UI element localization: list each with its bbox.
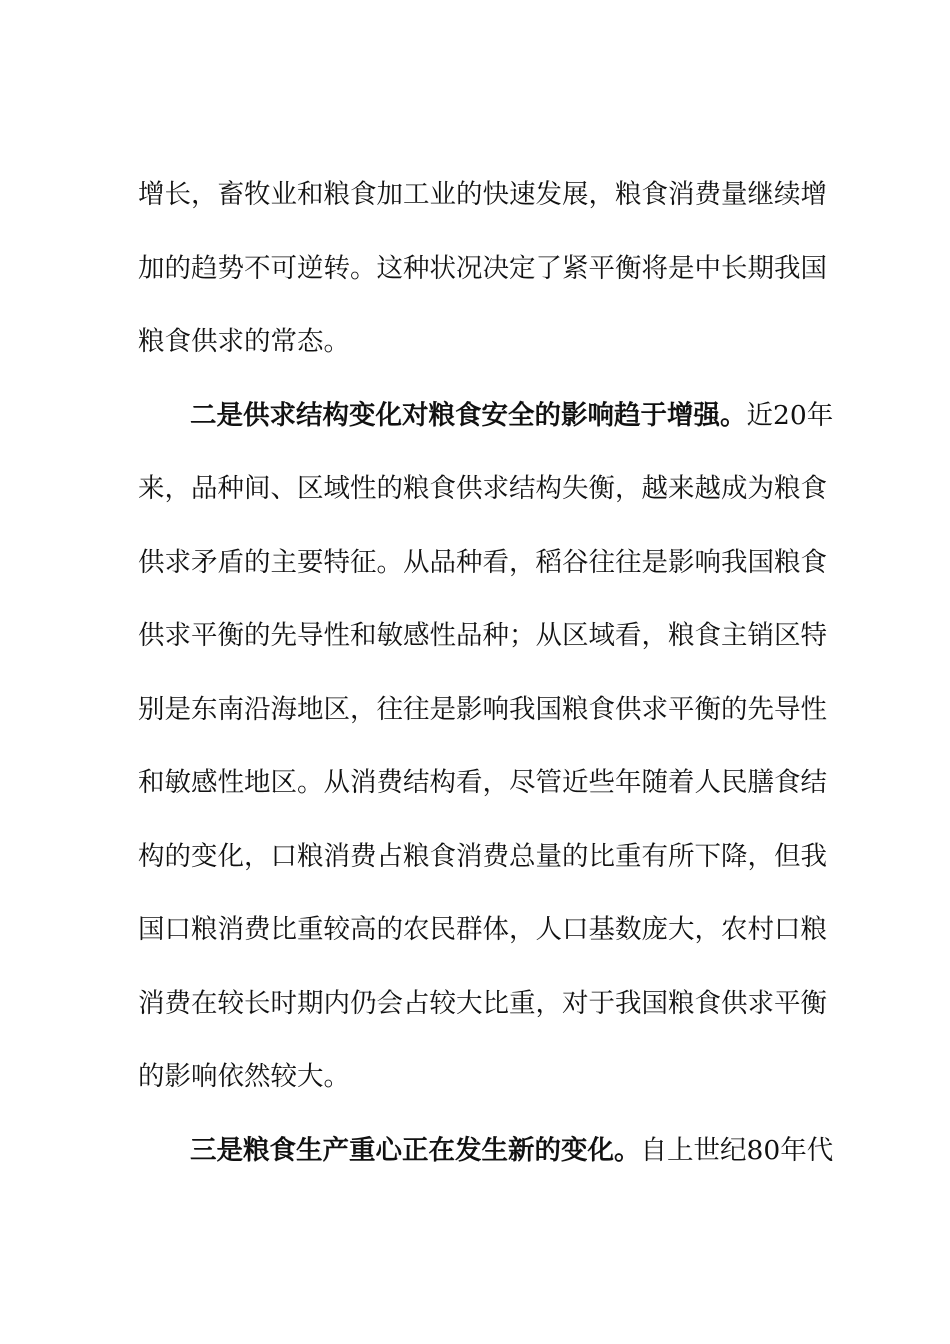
text-line: 供求矛盾的主要特征。从品种看，稻谷往往是影响我国粮食 bbox=[138, 546, 827, 578]
text-line: 别是东南沿海地区，往往是影响我国粮食供求平衡的先导性 bbox=[138, 693, 827, 725]
paragraph-3-heading: 三是粮食生产重心正在发生新的变化。 bbox=[190, 1134, 641, 1166]
text-line: 消费在较长时期内仍会占较大比重，对于我国粮食供求平衡 bbox=[138, 987, 827, 1019]
paragraph-2 bbox=[138, 379, 834, 1114]
paragraph-3 bbox=[138, 1114, 834, 1188]
text-line: 来，品种间、区域性的粮食供求结构失衡，越来越成为粮食 bbox=[138, 473, 827, 504]
text-line: 构的变化，口粮消费占粮食消费总量的比重有所下降，但我 bbox=[138, 840, 827, 872]
text-line: 粮食供求的常态。 bbox=[138, 326, 350, 357]
document-page bbox=[138, 158, 834, 1187]
paragraph-2-heading: 二是供求结构变化对粮食安全的影响趋于增强。 bbox=[190, 399, 747, 431]
paragraph-3-first-line-text: 自上世纪80年代 bbox=[640, 1134, 834, 1166]
text-line: 的影响依然较大。 bbox=[138, 1061, 350, 1092]
text-line: 和敏感性地区。从消费结构看，尽管近些年随着人民膳食结 bbox=[138, 767, 827, 798]
text-line: 供求平衡的先导性和敏感性品种；从区域看，粮食主销区特 bbox=[138, 620, 827, 651]
paragraph-3-first-line bbox=[138, 1114, 834, 1188]
text-line: 加的趋势不可逆转。这种状况决定了紧平衡将是中长期我国 bbox=[138, 252, 827, 284]
paragraph-1 bbox=[138, 158, 827, 379]
paragraph-2-first-line bbox=[138, 379, 834, 453]
text-line: 增长，畜牧业和粮食加工业的快速发展，粮食消费量继续增 bbox=[138, 179, 827, 210]
text-line: 国口粮消费比重较高的农民群体，人口基数庞大，农村口粮 bbox=[138, 914, 827, 945]
paragraph-2-first-line-text: 近20年 bbox=[746, 399, 834, 431]
